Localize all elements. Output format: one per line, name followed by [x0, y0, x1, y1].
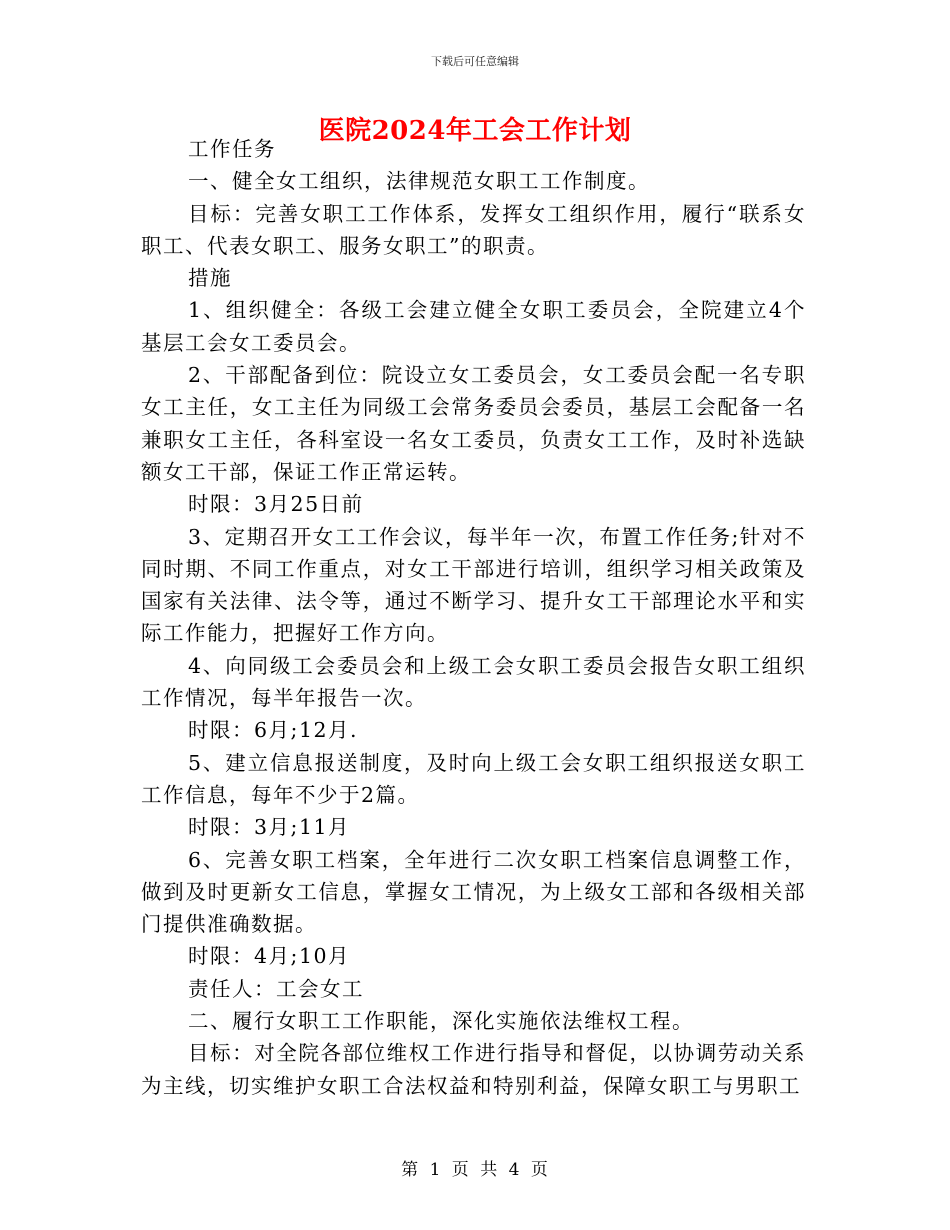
paragraph: 二、履行女职工工作职能，深化实施依法维权工程。: [188, 1009, 694, 1034]
paragraph: 4、向同级工会委员会和上级工会女职工委员会报告女职工组织工作情况，每半年报告一次。: [141, 653, 806, 711]
paragraph: 1、组织健全：各级工会建立健全女职工委员会，全院建立4个基层工会女工委员会。: [141, 298, 806, 355]
document-title: 医院2024年工会工作计划: [318, 116, 632, 146]
paragraph: 5、建立信息报送制度，及时向上级工会女职工组织报送女职工工作信息，每年不少于2篇。: [141, 750, 806, 807]
paragraph: 工作任务: [188, 137, 276, 161]
paragraph: 目标：对全院各部位维权工作进行指导和督促，以协调劳动关系为主线，切实维护女职工合法权益和特别利益，保障女职工与男职工: [141, 1041, 806, 1098]
paragraph: 2、干部配备到位：院设立女工委员会，女工委员会配一名专职女工主任，女工主任为同级工会常务委员会委员，基层工会配备一名兼职女工主任，各科室设一名女工委员，负责女工工作，及时补选缺额女工干部，保证工作正常运转。: [141, 363, 806, 484]
paragraph: 目标：完善女职工工作体系，发挥女工组织作用，履行“联系女职工、代表女职工、服务女职工”的职责。: [141, 201, 806, 258]
paragraph: 时限：3月25日前: [188, 492, 364, 517]
document-body: [141, 133, 806, 1102]
paragraph: 责任人：工会女工: [188, 976, 364, 1001]
paragraph: 3、定期召开女工工作会议，每半年一次，布置工作任务;针对不同时期、不同工作重点，对女工干部进行培训，组织学习相关政策及国家有关法律、法令等，通过不断学习、提升女工干部理论水平和实际工作能力，把握好工作方向。: [141, 524, 806, 646]
page-header: 下载后可任意编辑: [431, 55, 519, 68]
paragraph: 措施: [188, 266, 232, 291]
paragraph: 6、完善女职工档案，全年进行二次女职工档案信息调整工作，做到及时更新女工信息，掌握女工情况，为上级女工部和各级相关部门提供准确数据。: [141, 847, 806, 937]
page-footer: 第 1 页 共 4 页: [401, 1160, 549, 1180]
paragraph: 时限：4月;10月: [188, 944, 351, 969]
paragraph: 一、健全女工组织，法律规范女职工工作制度。: [188, 169, 650, 194]
paragraph: 时限：6月;12月.: [188, 718, 359, 743]
paragraph: 时限：3月;11月: [188, 815, 351, 840]
